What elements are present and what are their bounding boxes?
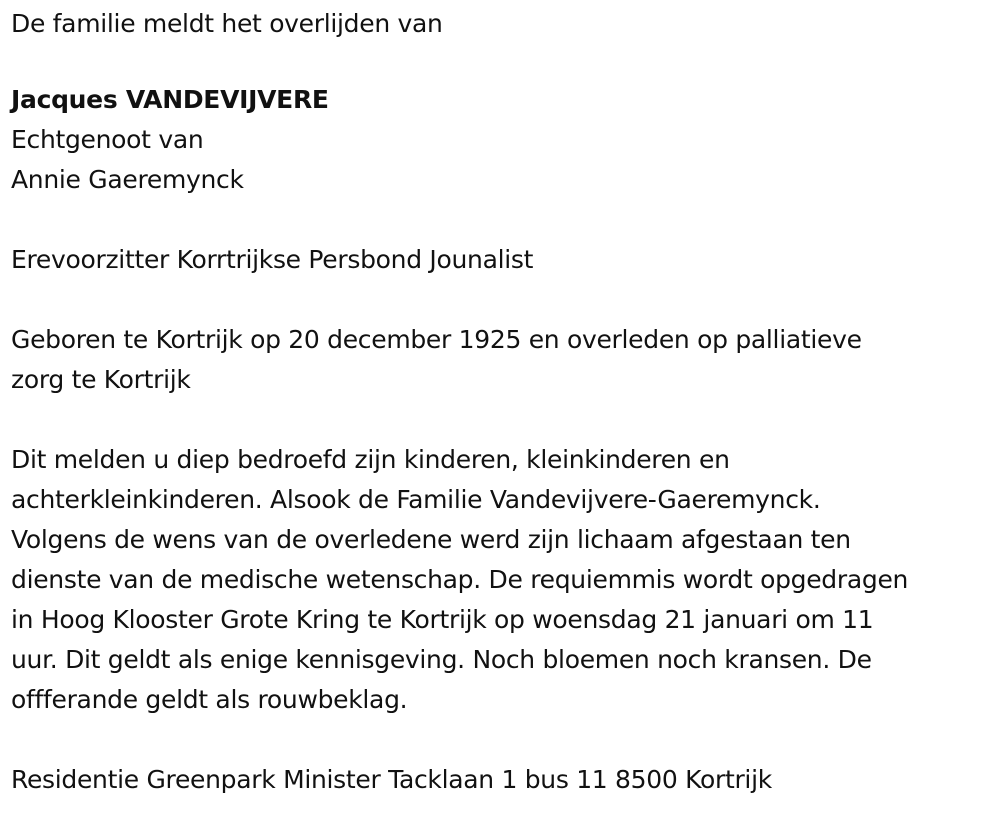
- death-notice: [11, 0, 996, 800]
- intro-text: De familie meldt het overlijden van: [11, 9, 443, 38]
- spacer: [11, 40, 996, 80]
- announcement-line: achterkleinkinderen. Alsook de Familie Vandevijvere-Gaeremynck.: [11, 485, 821, 514]
- announcement-line: offferande geldt als rouwbeklag.: [11, 685, 408, 714]
- announcement-line: dienste van de medische wetenschap. De requiemmis wordt opgedragen: [11, 565, 909, 594]
- announcement-line: uur. Dit geldt als enige kennisgeving. Noch bloemen noch kransen. De: [11, 645, 872, 674]
- spacer: [11, 400, 996, 440]
- deceased-name: Jacques VANDEVIJVERE: [11, 85, 329, 114]
- announcement-line: Dit melden u diep bedroefd zijn kinderen, kleinkinderen en: [11, 445, 730, 474]
- birth-death-line-1: Geboren te Kortrijk op 20 december 1925 en overleden op palliatieve: [11, 325, 862, 354]
- spacer: [11, 200, 996, 240]
- spouse-name: Annie Gaeremynck: [11, 165, 244, 194]
- address: Residentie Greenpark Minister Tacklaan 1 bus 11 8500 Kortrijk: [11, 765, 772, 794]
- spacer: [11, 720, 996, 760]
- announcement-line: in Hoog Klooster Grote Kring te Kortrijk op woensdag 21 januari om 11: [11, 605, 874, 634]
- spacer: [11, 280, 996, 320]
- honorary-title: Erevoorzitter Korrtrijkse Persbond Jounalist: [11, 245, 534, 274]
- birth-death-line-2: zorg te Kortrijk: [11, 365, 191, 394]
- announcement-line: Volgens de wens van de overledene werd zijn lichaam afgestaan ten: [11, 525, 851, 554]
- spouse-label: Echtgenoot van: [11, 125, 204, 154]
